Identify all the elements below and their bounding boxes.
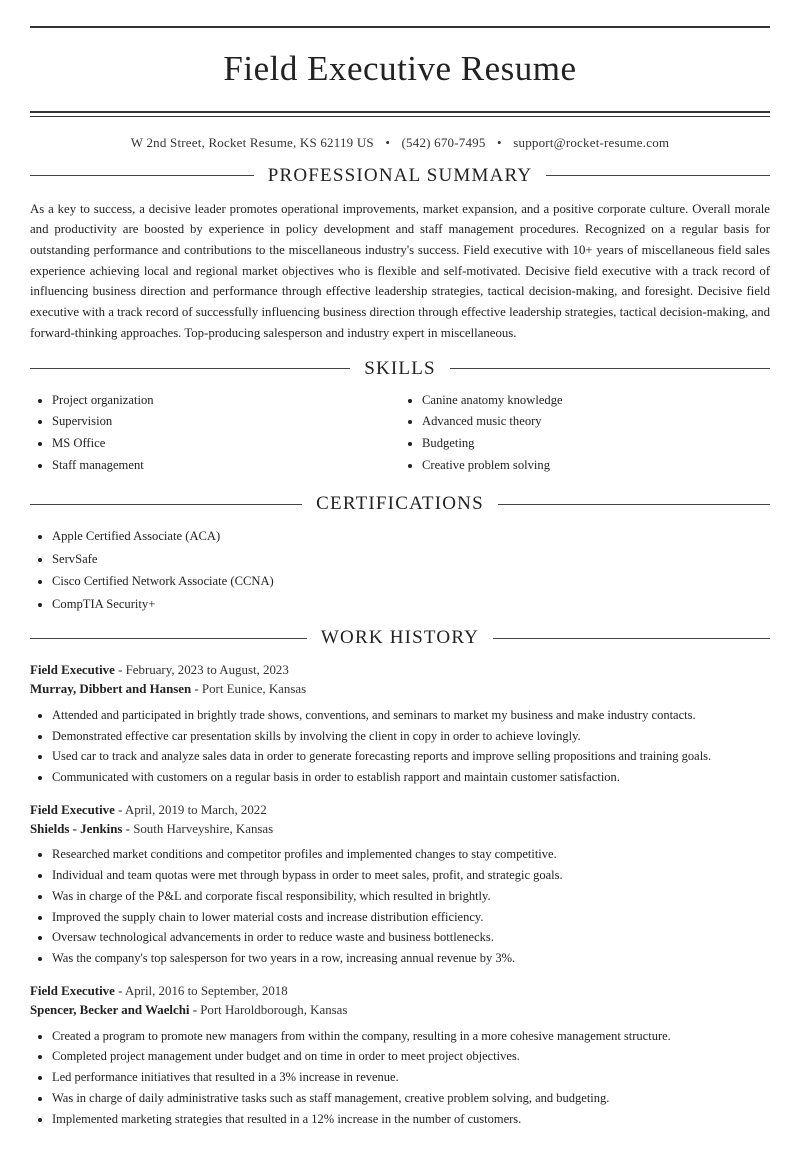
header-double-rule bbox=[30, 111, 770, 117]
heading-rule-right bbox=[498, 504, 770, 505]
work-history-entry bbox=[30, 661, 770, 787]
list-item: • MS Office bbox=[52, 435, 400, 453]
contact-phone: (542) 670-7495 bbox=[401, 134, 486, 150]
job-role-line bbox=[30, 801, 770, 820]
list-item: • Implemented marketing strategies that resulted in a 12% increase in the number of customers. bbox=[52, 1110, 770, 1129]
list-item: • Created a program to promote new managers from within the company, resulting in a more cohesive management structure. bbox=[52, 1027, 770, 1046]
section-title-certifications: CERTIFICATIONS bbox=[316, 493, 484, 515]
job-role-line bbox=[30, 982, 770, 1001]
list-item: • Staff management bbox=[52, 457, 400, 475]
list-item: • Supervision bbox=[52, 413, 400, 431]
section-skills bbox=[30, 358, 770, 480]
job-location: Port Haroldborough, Kansas bbox=[200, 1003, 348, 1018]
skills-column-right bbox=[400, 392, 770, 480]
job-dash: - bbox=[118, 802, 123, 817]
heading-rule-left bbox=[30, 638, 307, 639]
job-role: Field Executive bbox=[30, 802, 115, 817]
heading-rule-left bbox=[30, 504, 302, 505]
list-item: • Apple Certified Associate (ACA) bbox=[52, 527, 770, 546]
list-item: • Individual and team quotas were met through bypass in order to meet sales, profit, and strategic goals. bbox=[52, 866, 770, 885]
job-company-line bbox=[30, 1001, 770, 1020]
heading-rule-left bbox=[30, 368, 350, 369]
list-item: • Attended and participated in brightly trade shows, conventions, and seminars to market my business and make industry contacts. bbox=[52, 706, 770, 725]
skills-list-left bbox=[30, 392, 400, 476]
list-item: • Canine anatomy knowledge bbox=[422, 392, 770, 410]
job-dash: - bbox=[192, 1003, 198, 1018]
job-company-line bbox=[30, 680, 770, 699]
job-role: Field Executive bbox=[30, 663, 115, 678]
summary-paragraph: As a key to success, a decisive leader promotes operational improvements, market expansion, and a positive corporate culture. Overall morale and productivity are boosted by experience in policy development and staff management procedures. Recognized on a regular basis for outstanding performance and contributions to the miscellaneous industry's success. Field executive with 10+ years of miscellaneous field sales experience achieving local and regional market objectives who is flexible and self-motivated. Decisive field executive with a track record of influencing business direction and performance through effective leadership strategies, tactical decision-making, and foresight. Decisive field executive with a track record of successfully influencing business direction through effective leadership strategies, tactical decision-making, and forward-thinking approaches. Top-producing salesperson and industry expert in miscellaneous. bbox=[30, 201, 770, 340]
header-top-rule bbox=[30, 26, 770, 28]
job-dash: - bbox=[118, 663, 123, 678]
job-role-line bbox=[30, 661, 770, 680]
section-heading-certifications bbox=[30, 493, 770, 515]
list-item: • Researched market conditions and competitor profiles and implemented changes to stay competitive. bbox=[52, 845, 770, 864]
heading-rule-left bbox=[30, 175, 254, 176]
list-item: • Project organization bbox=[52, 392, 400, 410]
list-item: • Oversaw technological advancements in order to reduce waste and business bottlenecks. bbox=[52, 928, 770, 947]
skills-list-right bbox=[400, 392, 770, 476]
list-item: • Budgeting bbox=[422, 435, 770, 453]
contact-line bbox=[30, 135, 770, 151]
heading-rule-right bbox=[450, 368, 770, 369]
job-dash: - bbox=[125, 822, 130, 837]
section-heading-work-history bbox=[30, 627, 770, 649]
skills-column-left bbox=[30, 392, 400, 480]
job-location: South Harveyshire, Kansas bbox=[133, 822, 274, 837]
section-heading-summary bbox=[30, 165, 770, 187]
section-certifications bbox=[30, 493, 770, 613]
list-item: • Communicated with customers on a regular basis in order to establish rapport and maintain customer satisfaction. bbox=[52, 768, 770, 787]
job-company: Murray, Dibbert and Hansen bbox=[30, 682, 192, 697]
list-item: • ServSafe bbox=[52, 550, 770, 569]
section-title-summary: PROFESSIONAL SUMMARY bbox=[267, 164, 533, 186]
list-item: • Cisco Certified Network Associate (CCNA) bbox=[52, 572, 770, 591]
work-history-entry bbox=[30, 801, 770, 968]
contact-address: W 2nd Street, Rocket Resume, KS 62119 US bbox=[130, 134, 374, 150]
section-title-work-history: WORK HISTORY bbox=[320, 627, 480, 649]
job-bullets bbox=[30, 845, 770, 968]
contact-email: support@rocket-resume.com bbox=[513, 134, 670, 150]
skills-columns bbox=[30, 392, 770, 480]
section-work-history bbox=[30, 627, 770, 1128]
job-bullets bbox=[30, 1027, 770, 1129]
list-item: • Was in charge of the P&L and corporate fiscal responsibility, which resulted in brightly. bbox=[52, 887, 770, 906]
page-title: Field Executive Resume bbox=[223, 49, 577, 88]
list-item: • Improved the supply chain to lower material costs and increase distribution efficiency. bbox=[52, 908, 770, 927]
contact-separator-1: • bbox=[385, 134, 391, 150]
job-role: Field Executive bbox=[30, 983, 115, 998]
section-heading-skills bbox=[30, 358, 770, 380]
list-item: • Was the company's top salesperson for two years in a row, increasing annual revenue by 3%. bbox=[52, 949, 770, 968]
list-item: • Advanced music theory bbox=[422, 413, 770, 431]
list-item: • CompTIA Security+ bbox=[52, 595, 770, 614]
work-history-entry bbox=[30, 982, 770, 1128]
job-dates: February, 2023 to August, 2023 bbox=[125, 663, 289, 678]
certifications-list bbox=[30, 527, 770, 613]
job-dash: - bbox=[194, 682, 199, 697]
section-title-skills: SKILLS bbox=[364, 357, 436, 379]
job-dates: April, 2016 to September, 2018 bbox=[124, 983, 288, 998]
section-professional-summary bbox=[30, 165, 770, 344]
heading-rule-right bbox=[493, 638, 770, 639]
list-item: • Used car to track and analyze sales data in order to generate forecasting reports and improve selling propositions and training goals. bbox=[52, 747, 770, 766]
list-item: • Demonstrated effective car presentation skills by involving the client in copy in order to achieve lovingly. bbox=[52, 727, 770, 746]
job-bullets bbox=[30, 706, 770, 787]
job-dates: April, 2019 to March, 2022 bbox=[124, 802, 267, 817]
list-item: • Led performance initiatives that resulted in a 3% increase in revenue. bbox=[52, 1068, 770, 1087]
list-item: • Creative problem solving bbox=[422, 457, 770, 475]
heading-rule-right bbox=[546, 175, 770, 176]
list-item: • Was in charge of daily administrative tasks such as staff management, creative problem solving, and budgeting. bbox=[52, 1089, 770, 1108]
list-item: • Completed project management under budget and on time in order to meet project objectives. bbox=[52, 1047, 770, 1066]
job-dash: - bbox=[118, 983, 123, 998]
job-location: Port Eunice, Kansas bbox=[201, 682, 307, 697]
job-company: Shields - Jenkins bbox=[30, 822, 123, 837]
job-company: Spencer, Becker and Waelchi bbox=[30, 1003, 190, 1018]
job-company-line bbox=[30, 820, 770, 839]
contact-separator-2: • bbox=[497, 134, 502, 150]
